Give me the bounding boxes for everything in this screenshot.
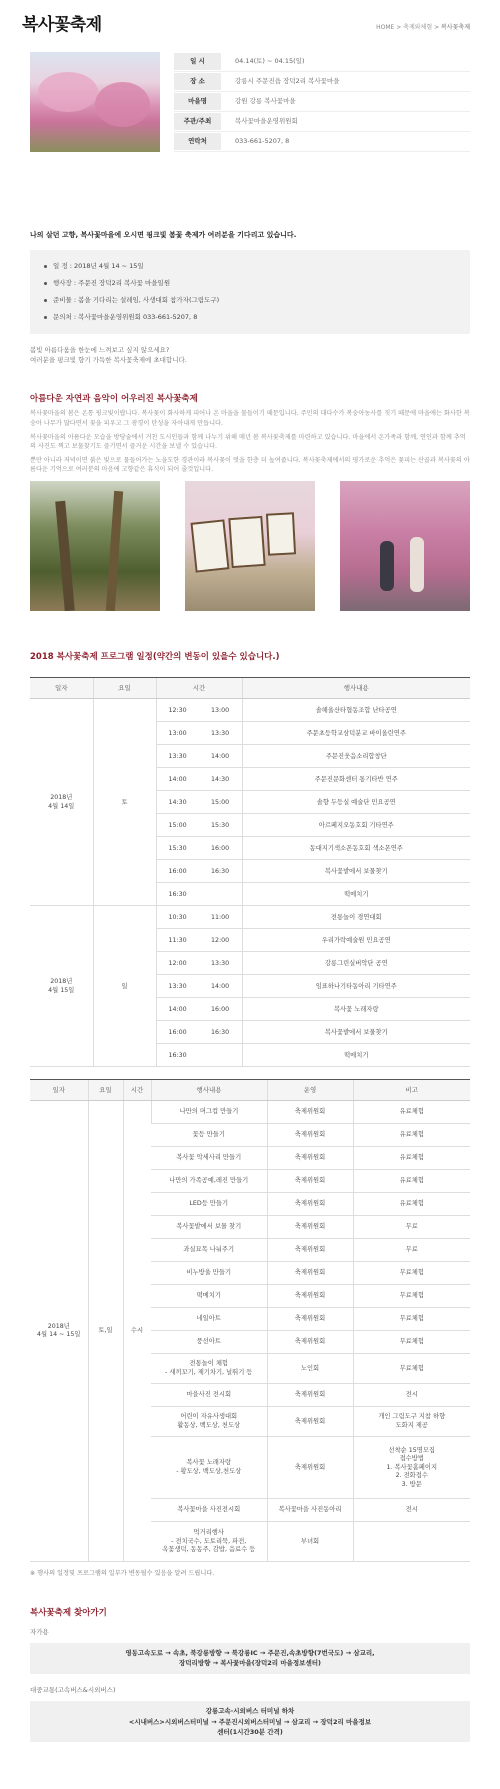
operator-cell: 축제위원회 [267, 1239, 353, 1262]
breadcrumb-home[interactable]: HOME [376, 24, 395, 31]
schedule-footnote: ※ 행사의 일정및 프로그램의 일부가 변동될수 있음을 알려 드립니다. [30, 1570, 215, 1578]
event-cell: 먹거리행사 - 전치국수, 도토리묵, 파전, 옥꽃생덕, 동동주, 감밥, 음료수 등 [151, 1522, 267, 1562]
operator-cell: 부녀회 [267, 1522, 353, 1562]
end-time-cell: 14:00 [199, 975, 242, 998]
remark-cell: 무료체험 [353, 1308, 470, 1331]
info-row-place: 장 소 강릉시 주문진읍 장덕2리 복사꽃마을 [174, 72, 470, 92]
operator-cell: 축제위원회 [267, 1262, 353, 1285]
blossom-visitors-photo [340, 481, 470, 611]
car-label: 자가용 [30, 1627, 49, 1636]
weekday-cell: 일 [93, 906, 156, 1067]
section-title-directions: 복사꽃축제 찾아가기 [30, 1608, 107, 1619]
start-time-cell: 13:30 [156, 745, 199, 768]
end-time-cell: 12:00 [199, 929, 242, 952]
operator-cell: 축제위원회 [267, 1124, 353, 1147]
event-cell: 주문진문화센터 통기타반 연주 [242, 768, 470, 791]
summary-item: 준비물 : 봄을 기다리는 설레임, 사생대회 참가자(그림도구) [44, 292, 456, 309]
end-time-cell: 14:30 [199, 768, 242, 791]
time-cell: 수시 [123, 1101, 151, 1562]
event-cell: 주문진웃음소리합창단 [242, 745, 470, 768]
operator-cell: 축제위원회 [267, 1170, 353, 1193]
end-time-cell: 14:00 [199, 745, 242, 768]
end-time-cell [199, 883, 242, 906]
start-time-cell: 13:00 [156, 722, 199, 745]
remark-cell: 유료체험 [353, 1193, 470, 1216]
event-cell: 풍선아트 [151, 1331, 267, 1354]
remark-cell: 전시 [353, 1384, 470, 1407]
car-directions: 영동고속도로 → 속초, 북강릉방향 → 북강릉IC → 주문진,속초방향(7번국도) → 삼교리, 장덕리방향 → 복사꽃마을(장덕2리 마을정보센터) [30, 1643, 470, 1674]
start-time-cell: 15:00 [156, 814, 199, 837]
breadcrumb-current: 복사꽃축제 [441, 24, 470, 31]
operator-cell: 축제위원회 [267, 1285, 353, 1308]
operator-cell: 축제위원회 [267, 1216, 353, 1239]
table-row [30, 1101, 470, 1124]
operator-cell: 축제위원회 [267, 1147, 353, 1170]
event-cell: 나만의 머그컵 만들기 [151, 1101, 267, 1124]
program-schedule-table [30, 677, 470, 1067]
start-time-cell: 12:00 [156, 952, 199, 975]
summary-item: 문의처 : 복사꽃마을운영위원회 033-661-5207, 8 [44, 309, 456, 326]
start-time-cell: 14:00 [156, 998, 199, 1021]
event-cell: 복사꽃밭에서 보물찾기 [242, 1021, 470, 1044]
forest-photo [30, 481, 160, 611]
invite-text: 봄빛 아름다움을 한눈에 느껴보고 싶지 않으세요? 여러분을 핑크빛 향기 가득한 복사꽃축제에 초대합니다. [30, 346, 187, 364]
operator-cell: 축제위원회 [267, 1437, 353, 1499]
start-time-cell: 15:30 [156, 837, 199, 860]
event-cell: 주문초등학교삼덕분교 바이올린연주 [242, 722, 470, 745]
event-cell: 임표하나기타동아리 기타연주 [242, 975, 470, 998]
event-cell: 강릉그린실버악단 공연 [242, 952, 470, 975]
event-cell: 복사꽃밭에서 보물 찾기 [151, 1216, 267, 1239]
start-time-cell: 16:00 [156, 860, 199, 883]
event-cell: 떡메치기 [151, 1285, 267, 1308]
end-time-cell: 16:00 [199, 837, 242, 860]
start-time-cell: 14:30 [156, 791, 199, 814]
info-row-organizer: 주관/주최 복사꽃마을운영위원회 [174, 112, 470, 132]
event-cell: 복사꽃 노래자랑 - 황도상, 백도상,천도상 [151, 1437, 267, 1499]
operator-cell: 축제위원회 [267, 1193, 353, 1216]
bus-directions: 강릉고속·시외버스 터미널 하차 <시내버스>시외버스터미널 → 주문진시외버스터미널 → 삼교리 → 장덕2리 마을정보 센터(1시간30분 간격) [30, 1701, 470, 1742]
remark-cell: 무료 [353, 1239, 470, 1262]
start-time-cell: 16:30 [156, 883, 199, 906]
operator-cell: 축제위원회 [267, 1331, 353, 1354]
event-cell: 복사꽃 악세사리 만들기 [151, 1147, 267, 1170]
event-cell: 아르페지오동호회 기타연주 [242, 814, 470, 837]
info-row-village: 마을명 강원 강릉 복사꽃마을 [174, 92, 470, 112]
date-cell: 2018년 4월 15일 [30, 906, 93, 1067]
end-time-cell: 15:00 [199, 791, 242, 814]
table-header-row: 일자 요일 시간 행사내용 운영 비고 [30, 1080, 470, 1101]
start-time-cell: 16:30 [156, 1044, 199, 1067]
remark-cell: 전시 [353, 1499, 470, 1522]
start-time-cell: 12:30 [156, 699, 199, 722]
table-header-row: 일자 요일 시간 행사내용 [30, 678, 470, 699]
operator-cell: 복사꽃마을 사진동아리 [267, 1499, 353, 1522]
end-time-cell: 11:00 [199, 906, 242, 929]
section-body: 복사꽃마을의 봄은 온통 핑크빛이랍니다. 복사꽃이 화사하게 피어나 온 마을을 물들이기 때문입니다. 주민의 대다수가 복숭아농사를 짓기 때문에 마을에는 화사한 복숭아 나무가 많다면서 꽃을 피우고 그 광경이 탄성을 자아내게 만듭니다. 복사꽃마을의 아름다운 모습을 방당술에서 거친 도시인들과 함께 나누기 위해 매년 봄 복사꽃축제를 마련하고 있습니다. 마을에서 온가족과 함께, 연인과 함께 추억의 사진도 찍고 보물찾기도 즐기면서 즐거운 시간을 보낼 수 있습니다. 뿐만 아니라 저녁이면 붉은 빛으로 물들어가는 노을도한 경관이라 복사꽃이 멋을 한층 더 높여줍니다. 복사꽃축제에서의 평가로운 추억은 꽃피는 산골과 복사꽃의 아름다운 기억으로 여러분의 마음에 고향같은 휴식이 되어 줄것입니다. [30, 410, 470, 474]
weekday-cell: 토,일 [88, 1101, 123, 1562]
experience-program-table [30, 1079, 470, 1562]
end-time-cell: 16:00 [199, 998, 242, 1021]
start-time-cell: 13:30 [156, 975, 199, 998]
remark-cell: 유료체험 [353, 1101, 470, 1124]
event-cell: 솔향 두등실 예술단 민요공연 [242, 791, 470, 814]
event-cell: 떡메치기 [242, 883, 470, 906]
event-cell: 전통놀이 체험 - 새끼꼬기, 제기차기, 널뛰기 등 [151, 1354, 267, 1384]
bus-label: 대중교통(고속버스&시외버스) [30, 1685, 116, 1694]
peach-blossom-photo [30, 52, 160, 152]
event-cell: 비누방울 만들기 [151, 1262, 267, 1285]
operator-cell: 축제위원회 [267, 1384, 353, 1407]
table-row [30, 906, 470, 929]
event-cell: 떡메치기 [242, 1044, 470, 1067]
end-time-cell: 13:30 [199, 722, 242, 745]
remark-cell: 유료체험 [353, 1124, 470, 1147]
remark-cell: 무료체험 [353, 1262, 470, 1285]
event-cell: 솔해울산타협동조합 난타공연 [242, 699, 470, 722]
event-cell: 복사꽃 노래자랑 [242, 998, 470, 1021]
summary-box [30, 250, 470, 334]
remark-cell: 유료체험 [353, 1147, 470, 1170]
operator-cell: 노인회 [267, 1354, 353, 1384]
breadcrumb-category[interactable]: 축제와체험 [403, 24, 433, 31]
date-cell: 2018년 4월 14 ~ 15일 [30, 1101, 88, 1562]
section-title-nature: 아름다운 자연과 음악이 어우러진 복사꽃축제 [30, 393, 198, 404]
start-time-cell: 14:00 [156, 768, 199, 791]
event-cell: 동대지기색소폰동호회 색소폰연주 [242, 837, 470, 860]
remark-cell [353, 1522, 470, 1562]
page-title: 복사꽃축제 [22, 15, 102, 35]
end-time-cell: 16:30 [199, 1021, 242, 1044]
festival-info-table [174, 52, 470, 152]
info-row-date: 일 시 04.14(토) ~ 04.15(일) [174, 52, 470, 72]
event-cell: 나만의 가족공예,레진 만들기 [151, 1170, 267, 1193]
end-time-cell: 15:30 [199, 814, 242, 837]
event-cell: 꽃등 만들기 [151, 1124, 267, 1147]
weekday-cell: 토 [93, 699, 156, 906]
event-cell: 복사꽃밭에서 보물찾기 [242, 860, 470, 883]
easel-exhibition-photo [185, 481, 315, 611]
breadcrumb: HOME > 축제와체험 > 복사꽃축제 [376, 24, 470, 31]
operator-cell: 축제위원회 [267, 1407, 353, 1437]
start-time-cell: 11:30 [156, 929, 199, 952]
section-title-program: 2018 복사꽃축제 프로그램 일정(약간의 변동이 있을수 있습니다.) [30, 651, 280, 662]
operator-cell: 축제위원회 [267, 1101, 353, 1124]
event-cell: 네일아트 [151, 1308, 267, 1331]
event-cell: 마을사진 전시회 [151, 1384, 267, 1407]
end-time-cell: 16:30 [199, 860, 242, 883]
event-cell: 과실묘목 나눠주기 [151, 1239, 267, 1262]
page-header [0, 0, 500, 42]
festival-intro [0, 42, 500, 168]
event-cell: 어린이 자유사생대회 활동상, 백도상, 천도상 [151, 1407, 267, 1437]
date-cell: 2018년 4월 14일 [30, 699, 93, 906]
end-time-cell: 13:00 [199, 699, 242, 722]
remark-cell: 무료체험 [353, 1354, 470, 1384]
operator-cell: 축제위원회 [267, 1308, 353, 1331]
remark-cell: 무료 [353, 1216, 470, 1239]
photo-gallery [0, 481, 500, 611]
start-time-cell: 16:00 [156, 1021, 199, 1044]
event-cell: 복사꽃마을 사진전시회 [151, 1499, 267, 1522]
remark-cell: 유료체험 [353, 1170, 470, 1193]
table-row [30, 699, 470, 722]
remark-cell: 무료체험 [353, 1331, 470, 1354]
summary-item: 일 정 : 2018년 4월 14 ~ 15일 [44, 258, 456, 275]
remark-cell: 개인 그림도구 지참 하향 도화지 제공 [353, 1407, 470, 1437]
remark-cell: 선착순 15명모집 접수방법 1. 복사꽃홈페이지 2. 전화접수 3. 방문 [353, 1437, 470, 1499]
event-cell: 전통놀이 경연대회 [242, 906, 470, 929]
lead-text: 나의 살던 고향, 복사꽃마을에 오시면 핑크빛 봄꽃 축제가 여러분을 기다리고 있습니다. [30, 231, 297, 239]
end-time-cell [199, 1044, 242, 1067]
start-time-cell: 10:30 [156, 906, 199, 929]
info-row-contact: 연락처 033-661-5207, 8 [174, 132, 470, 152]
event-cell: LED등 만들기 [151, 1193, 267, 1216]
summary-item: 행사장 : 주문진 장덕2리 복사꽃 마을일원 [44, 275, 456, 292]
remark-cell: 무료체험 [353, 1285, 470, 1308]
end-time-cell: 13:30 [199, 952, 242, 975]
event-cell: 우리가락예술원 민요공연 [242, 929, 470, 952]
